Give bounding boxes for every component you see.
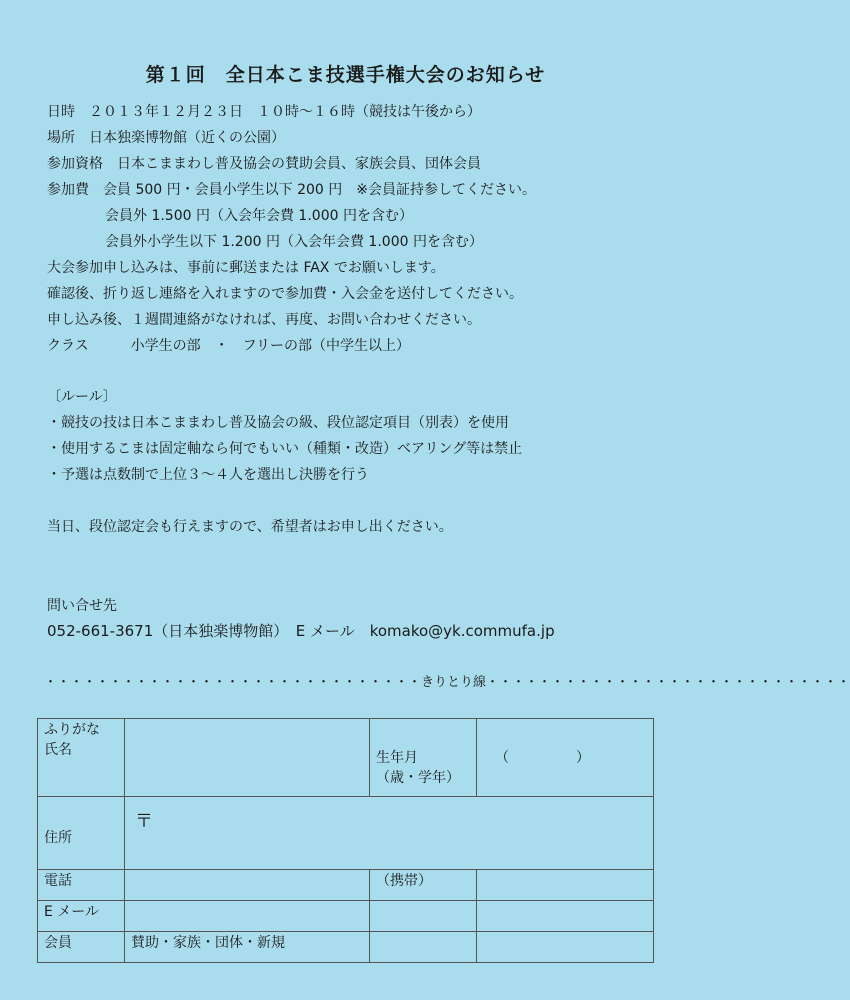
- address-label: 住所: [44, 830, 72, 846]
- email-label: E メール: [38, 901, 125, 932]
- eligibility: 参加資格 日本こままわし普及協会の賛助会員、家族会員、団体会員: [47, 156, 481, 172]
- note-followup: 申し込み後、１週間連絡がなければ、再度、お問い合わせください。: [47, 312, 481, 328]
- name-label: 氏名: [44, 742, 72, 758]
- address-label-cell: [38, 797, 125, 870]
- cut-line: ・・・・・・・・・・・・・・・・・・・・・・・・・・・・・きりとり線・・・・・・・・・・・・・・・・・・・・・・・・・・・・: [44, 675, 850, 690]
- class-list: クラス 小学生の部 ・ フリーの部（中学生以上）: [47, 338, 411, 354]
- member-label: 会員: [38, 932, 125, 963]
- application-form: [37, 718, 654, 963]
- event-place: 場所 日本独楽博物館（近くの公園）: [47, 130, 285, 146]
- note-application: 大会参加申し込みは、事前に郵送または FAX でお願いします。: [47, 260, 445, 276]
- furigana-label: ふりがな: [44, 722, 100, 738]
- note-payment: 確認後、折り返し連絡を入れますので参加費・入会金を送付してください。: [47, 286, 523, 302]
- name-label-cell: [38, 719, 125, 797]
- mobile-label: （携帯）: [370, 870, 477, 901]
- event-date: 日時 ２０１３年１２月２３日 １０時～１６時（競技は午後から）: [47, 104, 481, 120]
- mobile-field[interactable]: [477, 870, 654, 901]
- email-field-extra[interactable]: [370, 901, 477, 932]
- birth-field[interactable]: [477, 719, 654, 797]
- announcement: 当日、段位認定会も行えますので、希望者はお申し出ください。: [47, 519, 453, 535]
- address-field[interactable]: [125, 797, 654, 870]
- rule-item: ・予選は点数制で上位３～４人を選出し決勝を行う: [47, 467, 369, 483]
- postal-mark: 〒: [135, 811, 153, 832]
- phone-field[interactable]: [125, 870, 370, 901]
- fee-members: 参加費 会員 500 円・会員小学生以下 200 円 ※会員証持参してください。: [47, 182, 536, 198]
- rules-heading: 〔ルール〕: [47, 389, 117, 405]
- member-options[interactable]: 賛助・家族・団体・新規: [125, 932, 370, 963]
- rule-item: ・使用するこまは固定軸なら何でもいい（種類・改造）ベアリング等は禁止: [47, 441, 523, 457]
- phone-label: 電話: [38, 870, 125, 901]
- fee-nonmembers: 会員外 1.500 円（入会年会費 1.000 円を含む）: [105, 208, 413, 224]
- name-field[interactable]: [125, 719, 370, 797]
- email-field-extra[interactable]: [477, 901, 654, 932]
- email-field[interactable]: [125, 901, 370, 932]
- paren-close: ）: [576, 750, 590, 766]
- paren-open: （: [495, 750, 509, 766]
- rule-item: ・競技の技は日本こままわし普及協会の級、段位認定項目（別表）を使用: [47, 415, 509, 431]
- contact-heading: 問い合せ先: [47, 598, 117, 614]
- age-grade-label: （歳・学年）: [376, 770, 460, 786]
- contact-line: 052-661-3671（日本独楽博物館） E メール komako@yk.commufa.jp: [47, 622, 555, 640]
- member-extra[interactable]: [477, 932, 654, 963]
- birth-label: 生年月: [376, 750, 418, 766]
- fee-nonmember-children: 会員外小学生以下 1.200 円（入会年会費 1.000 円を含む）: [105, 234, 483, 250]
- page-title: 第１回 全日本こま技選手権大会のお知らせ: [145, 64, 546, 86]
- member-extra[interactable]: [370, 932, 477, 963]
- birth-label-cell: [370, 719, 477, 797]
